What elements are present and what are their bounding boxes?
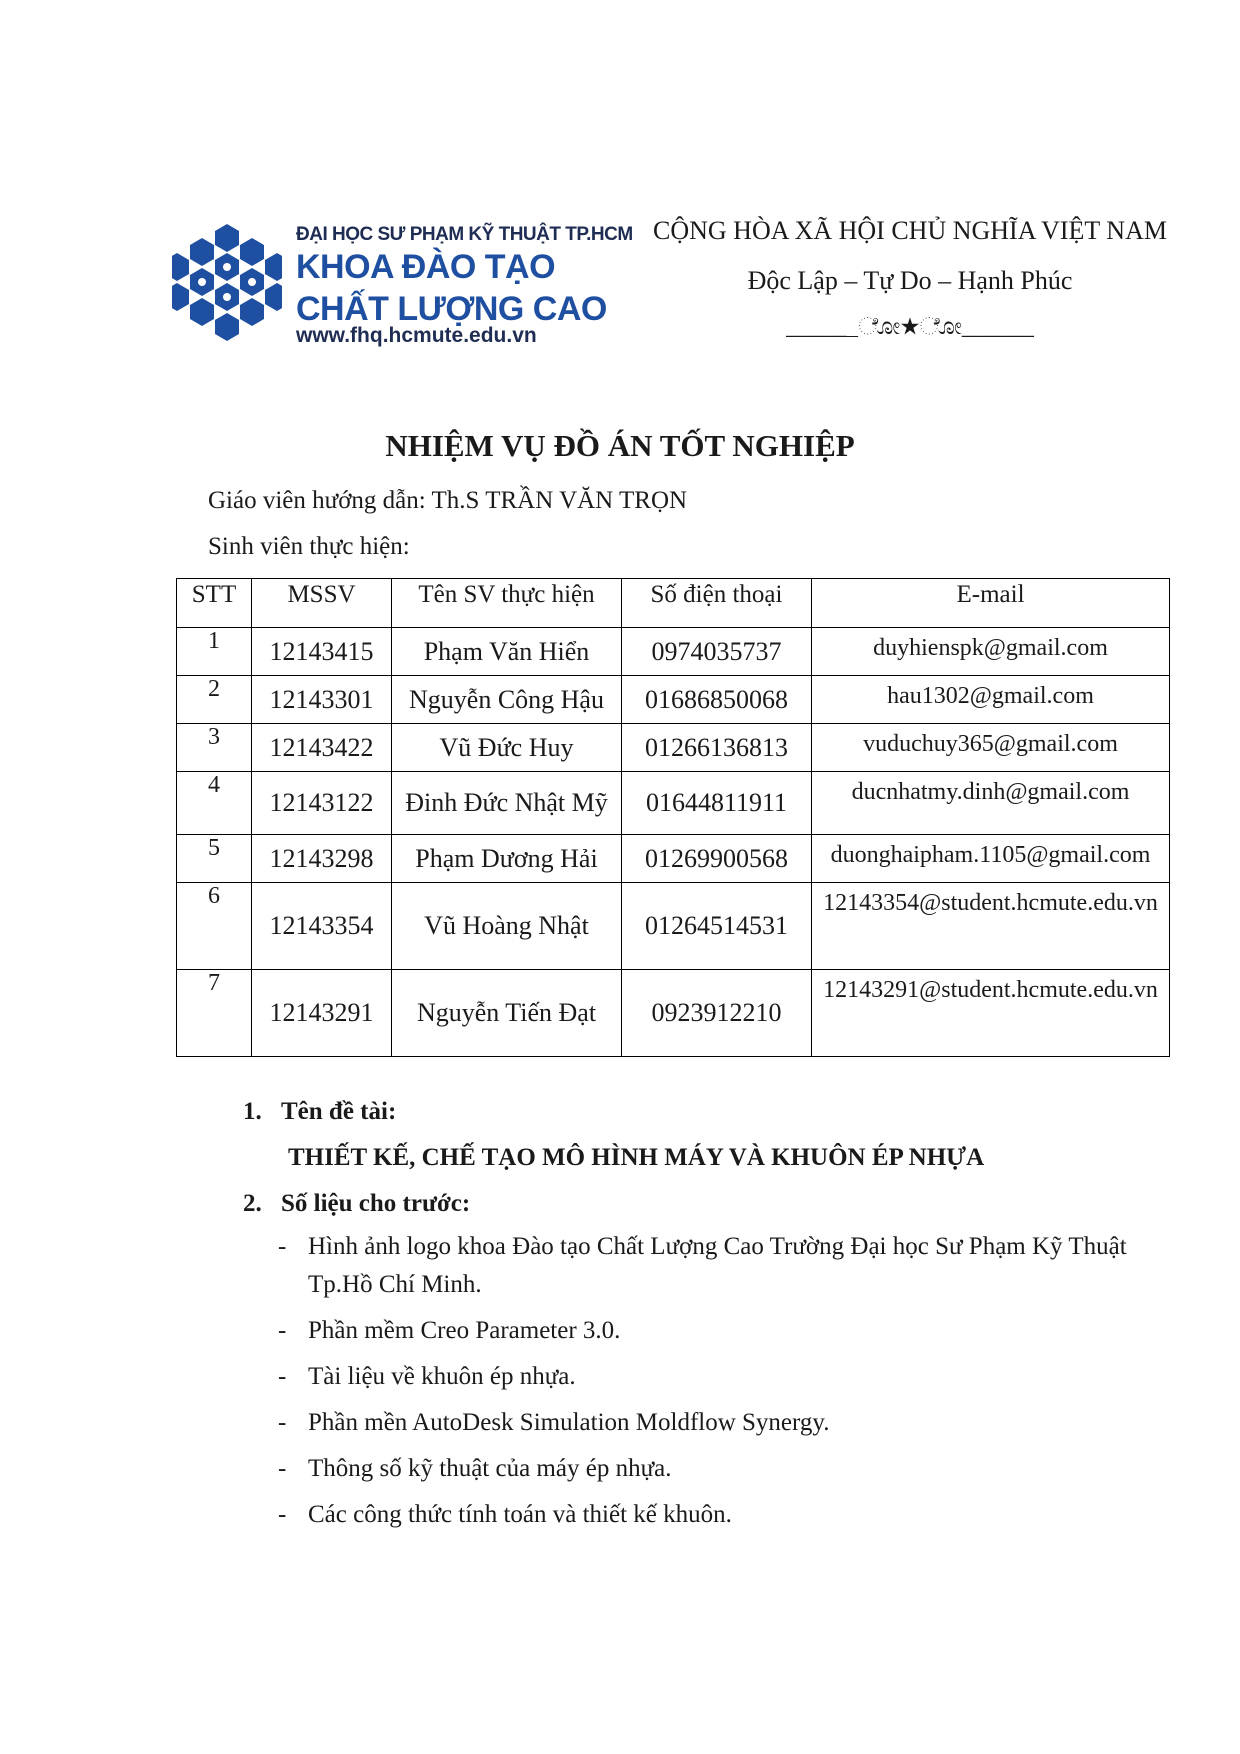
cell-name: Vũ Hoàng Nhật [392, 883, 622, 970]
students-table [176, 578, 1170, 1057]
section-label: Số liệu cho trước: [281, 1190, 471, 1217]
section-label: Tên đề tài: [281, 1098, 397, 1125]
cell-mssv: 12143291 [252, 970, 392, 1057]
cell-mssv: 12143415 [252, 628, 392, 676]
header-phone: Số điện thoại [622, 579, 812, 628]
list-item: - Các công thức tính toán và thiết kế khuôn. [278, 1501, 732, 1528]
thesis-topic: THIẾT KẾ, CHẾ TẠO MÔ HÌNH MÁY VÀ KHUÔN ÉP NHỰA [288, 1144, 985, 1171]
logo-hex [265, 253, 282, 281]
cell-phone: 01266136813 [622, 724, 812, 772]
header-stt: STT [177, 579, 252, 628]
section-topic-heading [243, 1098, 396, 1126]
list-item: - Phần mềm Creo Parameter 3.0. [278, 1317, 621, 1344]
cell-email: 12143291@student.hcmute.edu.vn [812, 970, 1170, 1057]
list-item: - Hình ảnh logo khoa Đào tạo Chất Lượng Cao Trường Đại học Sư Phạm Kỹ Thuật Tp.Hồ Chí Minh. [278, 1233, 1127, 1298]
cell-mssv: 12143354 [252, 883, 392, 970]
supervisor-line: Giáo viên hướng dẫn: Th.S TRẦN VĂN TRỌN [208, 487, 688, 514]
logo-hex [265, 283, 282, 311]
table-row [177, 676, 1170, 724]
cell-mssv: 12143422 [252, 724, 392, 772]
table-header-row [177, 579, 1170, 628]
section-number: 1. [243, 1098, 262, 1125]
table-row [177, 835, 1170, 883]
cell-name: Phạm Dương Hải [392, 835, 622, 883]
list-item: - Tài liệu về khuôn ép nhựa. [278, 1363, 576, 1390]
cell-email: duyhienspk@gmail.com [812, 628, 1170, 676]
cell-email: ducnhatmy.dinh@gmail.com [812, 772, 1170, 835]
section-number: 2. [243, 1190, 262, 1217]
hexagon-cluster-icon [172, 222, 282, 342]
logo-faculty-line1: KHOA ĐÀO TẠO [296, 248, 556, 286]
cell-name: Nguyễn Công Hậu [392, 676, 622, 724]
logo-hex [240, 238, 264, 266]
cell-name: Nguyễn Tiến Đạt [392, 970, 622, 1057]
cell-email: 12143354@student.hcmute.edu.vn [812, 883, 1170, 970]
cell-phone: 01644811911 [622, 772, 812, 835]
cell-stt: 7 [177, 970, 252, 1057]
students-label: Sinh viên thực hiện: [208, 533, 410, 560]
cell-email: vuduchuy365@gmail.com [812, 724, 1170, 772]
header-email: E-mail [812, 579, 1170, 628]
nation-name: CỘNG HÒA XÃ HỘI CHỦ NGHĨA VIỆT NAM [653, 216, 1167, 245]
cell-stt: 6 [177, 883, 252, 970]
cell-stt: 1 [177, 628, 252, 676]
logo-hex [215, 313, 239, 341]
table-row [177, 772, 1170, 835]
logo-hex [240, 298, 264, 326]
table-row [177, 970, 1170, 1057]
logo-university: ĐẠI HỌC SƯ PHẠM KỸ THUẬT TP.HCM [296, 224, 633, 245]
logo-hex [190, 238, 214, 266]
nation-motto: Độc Lập – Tự Do – Hạnh Phúc [747, 266, 1073, 295]
logo-faculty-line2: CHẤT LƯỢNG CAO [296, 290, 607, 328]
table-row [177, 883, 1170, 970]
cell-stt: 3 [177, 724, 252, 772]
logo-hex [190, 298, 214, 326]
logo-website: www.fhq.hcmute.edu.vn [296, 324, 537, 347]
header-mssv: MSSV [252, 579, 392, 628]
cell-stt: 2 [177, 676, 252, 724]
list-item: - Phần mền AutoDesk Simulation Moldflow Synergy. [278, 1409, 830, 1436]
cell-phone: 0923912210 [622, 970, 812, 1057]
document-title: NHIỆM VỤ ĐỒ ÁN TỐT NGHIỆP [385, 428, 855, 463]
given-data-list [278, 1228, 1138, 1542]
header-name: Tên SV thực hiện [392, 579, 622, 628]
faculty-logo [172, 214, 633, 352]
logo-hex [172, 283, 189, 311]
cell-email: duonghaipham.1105@gmail.com [812, 835, 1170, 883]
ornament-divider: ______ೋ★ೋ______ [786, 314, 1034, 340]
cell-mssv: 12143298 [252, 835, 392, 883]
cell-stt: 4 [177, 772, 252, 835]
cell-phone: 01264514531 [622, 883, 812, 970]
cell-email: hau1302@gmail.com [812, 676, 1170, 724]
section-given-data-heading [243, 1190, 470, 1218]
cell-phone: 01269900568 [622, 835, 812, 883]
cell-phone: 0974035737 [622, 628, 812, 676]
logo-hex [172, 253, 189, 281]
table-row [177, 628, 1170, 676]
cell-name: Đinh Đức Nhật Mỹ [392, 772, 622, 835]
cell-name: Phạm Văn Hiển [392, 628, 622, 676]
cell-mssv: 12143122 [252, 772, 392, 835]
cell-stt: 5 [177, 835, 252, 883]
table-row [177, 724, 1170, 772]
list-item: - Thông số kỹ thuật của máy ép nhựa. [278, 1455, 672, 1482]
cell-phone: 01686850068 [622, 676, 812, 724]
logo-hex [215, 224, 239, 252]
cell-mssv: 12143301 [252, 676, 392, 724]
cell-name: Vũ Đức Huy [392, 724, 622, 772]
